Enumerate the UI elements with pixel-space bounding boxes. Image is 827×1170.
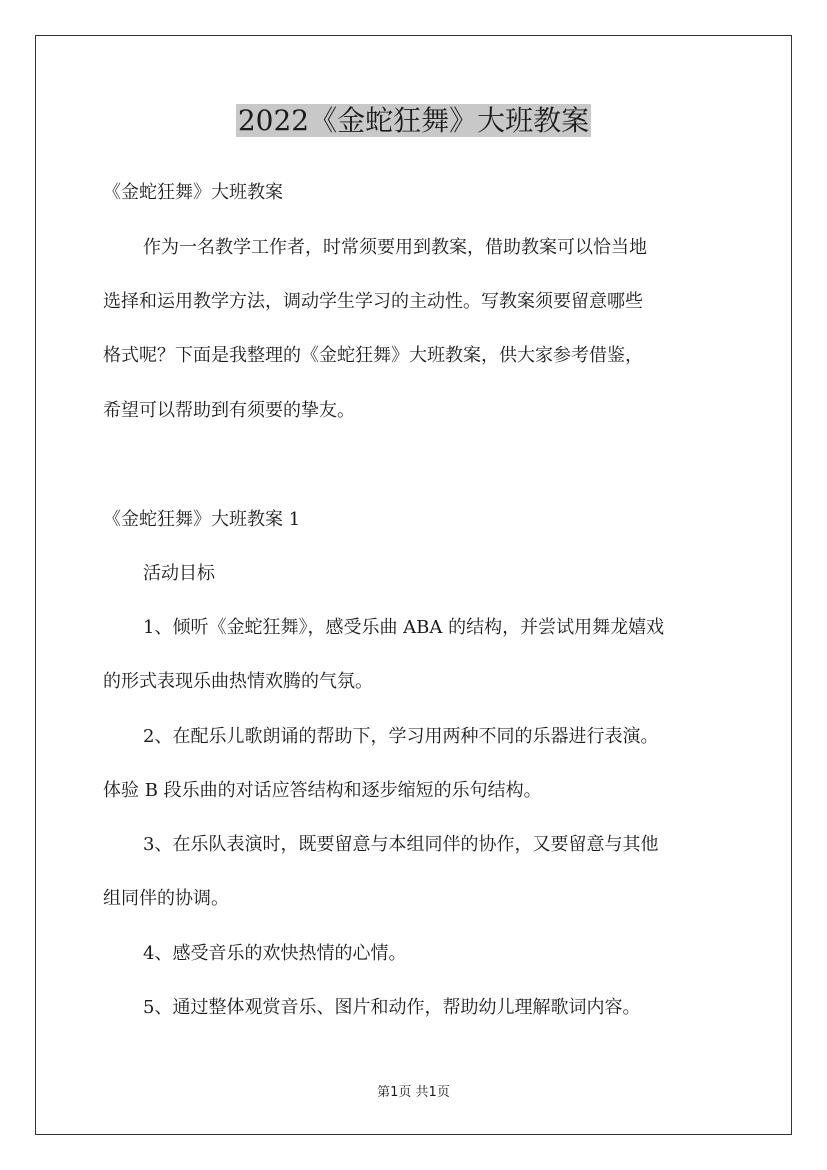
document-subtitle: 《金蛇狂舞》大班教案	[103, 182, 283, 203]
page-footer: 第1页 共1页	[377, 1085, 450, 1100]
goal-line-2: 的形式表现乐曲热情欢腾的气氛。	[103, 671, 373, 692]
intro-line-3: 格式呢？下面是我整理的《金蛇狂舞》大班教案，供大家参考借鉴，	[103, 345, 643, 366]
goal-line-1: 1、倾听《金蛇狂舞》，感受乐曲 ABA 的结构，并尝试用舞龙嬉戏	[143, 617, 665, 638]
intro-line-1: 作为一名教学工作者，时常须要用到教案，借助教案可以恰当地	[143, 237, 647, 258]
goal-line-6: 组同伴的协调。	[103, 888, 229, 909]
goal-line-7: 4、感受音乐的欢快热情的心情。	[143, 943, 407, 964]
document-title	[0, 101, 827, 141]
goal-line-5: 3、在乐队表演时，既要留意与本组同伴的协作，又要留意与其他	[143, 834, 659, 855]
goal-line-4: 体验 B 段乐曲的对话应答结构和逐步缩短的乐句结构。	[103, 780, 542, 801]
intro-line-2: 选择和运用教学方法，调动学生学习的主动性。写教案须要留意哪些	[103, 291, 643, 312]
section-title: 《金蛇狂舞》大班教案 1	[103, 509, 301, 530]
intro-line-4: 希望可以帮助到有须要的挚友。	[103, 400, 355, 421]
document-title-text: 2022《金蛇狂舞》大班教案	[237, 104, 590, 137]
activity-heading: 活动目标	[143, 563, 215, 584]
goal-line-8: 5、通过整体观赏音乐、图片和动作，帮助幼儿理解歌词内容。	[143, 997, 641, 1018]
goal-line-3: 2、在配乐儿歌朗诵的帮助下，学习用两种不同的乐器进行表演。	[143, 726, 659, 747]
